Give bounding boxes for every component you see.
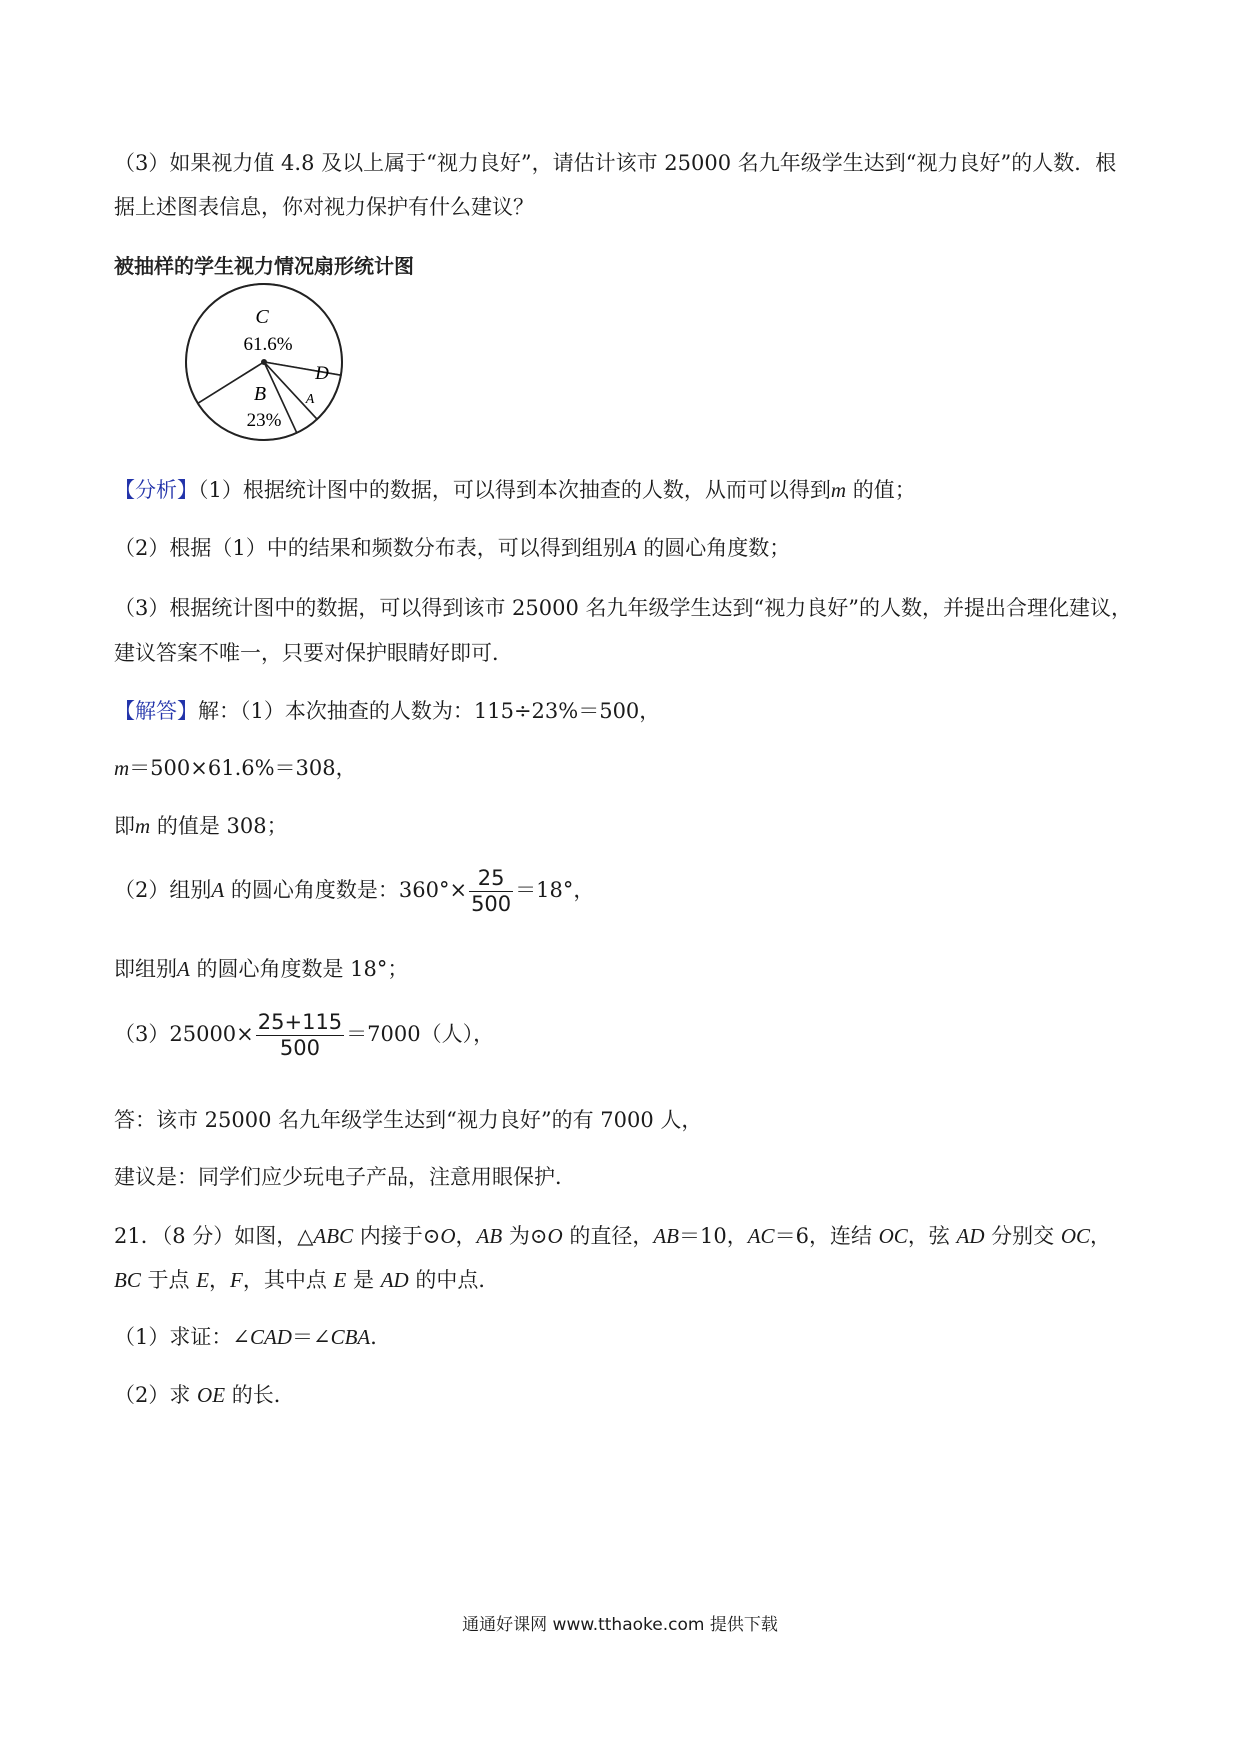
analysis-line-1: 【分析】（1）根据统计图中的数据，可以得到本次抽查的人数，从而可以得到m 的值；	[114, 478, 916, 502]
pie-center-dot	[261, 359, 267, 365]
chart-title: 被抽样的学生视力情况扇形统计图	[114, 254, 414, 278]
analysis-line-2: （2）根据（1）中的结果和频数分布表，可以得到组别A 的圆心角度数；	[114, 536, 791, 560]
pie-chart	[182, 270, 382, 450]
solution-line-2: m＝500×61.6%＝308，	[114, 756, 357, 780]
fraction-25-over-500: $\frac{25}{500}$	[471, 866, 512, 916]
slice-label-d: D	[315, 363, 329, 384]
footer-source: 通通好课网 www.tthaoke.com 提供下载	[462, 1615, 778, 1635]
analysis-label: 【分析】	[114, 478, 198, 502]
solution-line-1: 【解答】解：（1）本次抽查的人数为：115÷23%＝500，	[114, 699, 661, 723]
question-21-part-1: （1）求证：∠CAD＝∠CBA．	[114, 1325, 392, 1349]
slice-label-a: A	[305, 392, 315, 407]
question-21-line-2: BC 于点 E，F，其中点 E 是 AD 的中点．	[114, 1268, 500, 1292]
question-3-line-2: 据上述图表信息，你对视力保护有什么建议？	[114, 195, 534, 219]
question-3-line-1: （3）如果视力值 4.8 及以上属于“视力良好”，请估计该市 25000 名九年级学生达到“视力良好”的人数．根	[114, 151, 1117, 175]
slice-percent-c: 61.6%	[243, 334, 293, 355]
solution-line-6: （3）25000× $\frac{25+115}{500}$ ＝7000（人），	[114, 1010, 495, 1060]
question-21-line-1: 21．（8 分）如图，△ABC 内接于⊙O，AB 为⊙O 的直径，AB＝10，AC＝6，连结 OC，弦 AD 分别交 OC，	[114, 1224, 1112, 1248]
solution-line-3: 即m 的值是 308；	[114, 814, 288, 838]
solution-line-4: （2）组别A 的圆心角度数是：360°× $\frac{25}{500}$ ＝18°，	[114, 866, 595, 916]
slice-percent-b: 23%	[246, 410, 282, 431]
slice-label-b: B	[253, 383, 267, 405]
solution-line-7: 答：该市 25000 名九年级学生达到“视力良好”的有 7000 人，	[114, 1108, 703, 1132]
analysis-line-4: 建议答案不唯一，只要对保护眼睛好即可．	[114, 641, 513, 665]
fraction-140-over-500: $\frac{25+115}{500}$	[257, 1010, 343, 1060]
analysis-line-3: （3）根据统计图中的数据，可以得到该市 25000 名九年级学生达到“视力良好”的人数，并提出合理化建议，	[114, 596, 1132, 620]
solution-line-5: 即组别A 的圆心角度数是 18°；	[114, 957, 409, 981]
slice-label-c: C	[255, 306, 269, 328]
solution-line-8: 建议是：同学们应少玩电子产品，注意用眼保护．	[114, 1165, 576, 1189]
solution-label: 【解答】	[114, 699, 198, 723]
question-21-part-2: （2）求 OE 的长．	[114, 1383, 295, 1407]
